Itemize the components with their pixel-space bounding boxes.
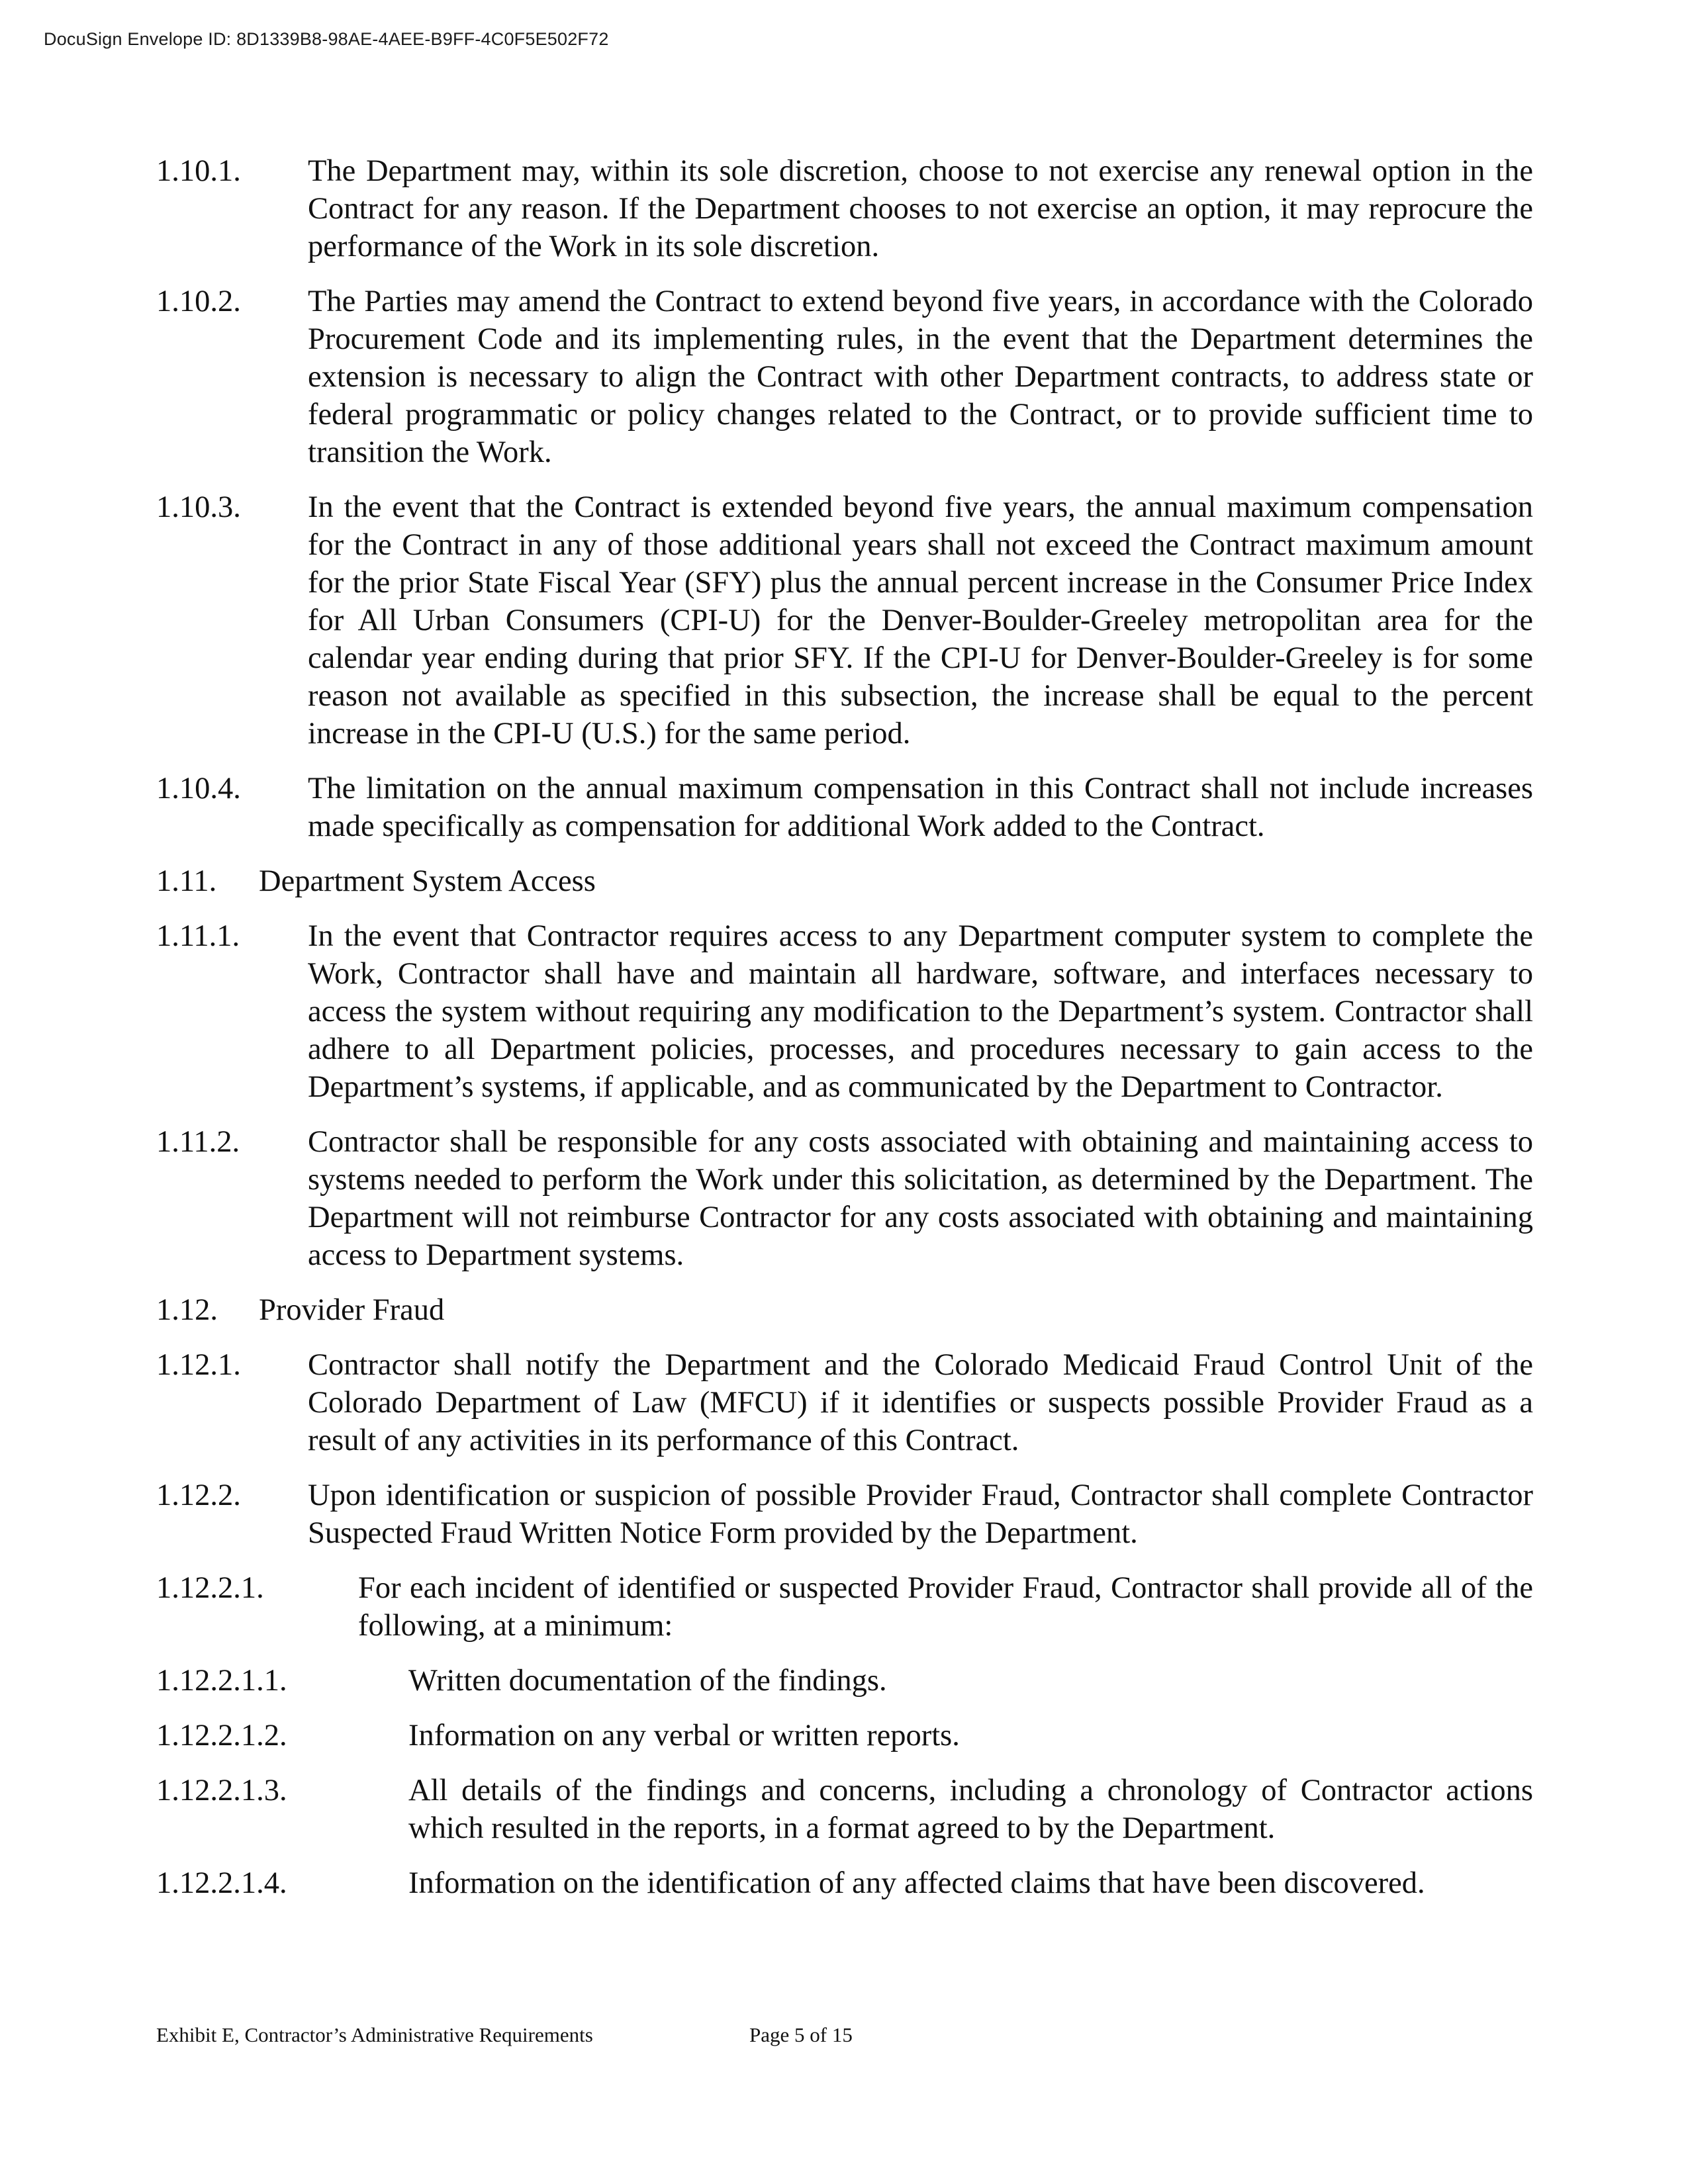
clause-1-11-2: [156, 1123, 1533, 1274]
clause-number: 1.10.2.: [156, 285, 241, 318]
clause-1-12-2-1-4: [156, 1864, 1533, 1902]
clause-text: Contractor shall notify the Department and the Colorado Medicaid Fraud Control Unit of the Colorado Department of Law (MFCU) if it identifies or suspects possible Provider Fraud as a result of any activities in its performance of this Contract.: [308, 1348, 1533, 1457]
clause-1-12-2: [156, 1477, 1533, 1552]
section-heading-1-11: [156, 862, 1533, 900]
clause-1-10-1: [156, 152, 1533, 265]
clause-text: The Department may, within its sole discretion, choose to not exercise any renewal option in the Contract for any reason. If the Department chooses to not exercise an option, it may reprocure the performance of the Work in its sole discretion.: [308, 154, 1533, 263]
clause-number: 1.12.2.1.: [156, 1571, 264, 1605]
section-number: 1.11.: [156, 864, 217, 898]
clause-number: 1.12.2.1.1.: [156, 1664, 287, 1698]
clause-text: Upon identification or suspicion of possible Provider Fraud, Contractor shall complete Contractor Suspected Fraud Written Notice Form provided by the Department.: [308, 1479, 1533, 1550]
document-body: [156, 152, 1533, 1919]
clause-text: Written documentation of the findings.: [408, 1664, 887, 1698]
clause-number: 1.11.2.: [156, 1125, 240, 1159]
clause-number: 1.12.2.: [156, 1479, 241, 1512]
clause-number: 1.12.2.1.4.: [156, 1866, 287, 1900]
clause-text: The limitation on the annual maximum compensation in this Contract shall not include increases made specifically as compensation for additional Work added to the Contract.: [308, 772, 1533, 843]
clause-text: Information on any verbal or written reports.: [408, 1719, 960, 1752]
clause-text: The Parties may amend the Contract to extend beyond five years, in accordance with the Colorado Procurement Code and its implementing rules, in the event that the Department determines the extension is necessary to align the Contract with other Department contracts, to address state or federal programmatic or policy changes related to the Contract, or to provide sufficient time to transition the Work.: [308, 285, 1533, 469]
clause-number: 1.12.2.1.2.: [156, 1719, 287, 1752]
section-title: Department System Access: [259, 864, 596, 898]
clause-number: 1.11.1.: [156, 919, 240, 953]
clause-1-12-2-1: [156, 1569, 1533, 1645]
clause-1-12-2-1-2: [156, 1717, 1533, 1754]
section-heading-1-12: [156, 1291, 1533, 1329]
clause-number: 1.10.3.: [156, 490, 241, 524]
docusign-envelope-id: DocuSign Envelope ID: 8D1339B8-98AE-4AEE-B9FF-4C0F5E502F72: [44, 29, 609, 49]
footer-page-number: Page 5 of 15: [749, 2023, 853, 2046]
clause-1-12-2-1-1: [156, 1662, 1533, 1700]
clause-text: All details of the findings and concerns, including a chronology of Contractor actions which resulted in the reports, in a format agreed to by the Department.: [408, 1774, 1533, 1845]
footer-document-title: Exhibit E, Contractor’s Administrative Requirements: [156, 2023, 593, 2046]
clause-number: 1.10.4.: [156, 772, 241, 805]
section-title: Provider Fraud: [259, 1293, 445, 1327]
clause-text: Information on the identification of any affected claims that have been discovered.: [408, 1866, 1425, 1900]
clause-1-10-4: [156, 770, 1533, 845]
clause-1-11-1: [156, 917, 1533, 1106]
clause-number: 1.12.2.1.3.: [156, 1774, 287, 1807]
clause-1-12-2-1-3: [156, 1772, 1533, 1847]
clause-number: 1.10.1.: [156, 154, 241, 188]
section-number: 1.12.: [156, 1293, 218, 1327]
clause-text: For each incident of identified or suspected Provider Fraud, Contractor shall provide all of the following, at a minimum:: [358, 1571, 1533, 1643]
clause-number: 1.12.1.: [156, 1348, 241, 1382]
clause-1-12-1: [156, 1346, 1533, 1459]
clause-text: Contractor shall be responsible for any costs associated with obtaining and maintaining access to systems needed to perform the Work under this solicitation, as determined by the Department. The Department will not reimburse Contractor for any costs associated with obtaining and maintaining access to Department systems.: [308, 1125, 1533, 1272]
clause-text: In the event that the Contract is extended beyond five years, the annual maximum compensation for the Contract in any of those additional years shall not exceed the Contract maximum amount for the prior State Fiscal Year (SFY) plus the annual percent increase in the Consumer Price Index for All Urban Consumers (CPI-U) for the Denver-Boulder-Greeley metropolitan area for the calendar year ending during that prior SFY. If the CPI-U for Denver-Boulder-Greeley is for some reason not available as specified in this subsection, the increase shall be equal to the percent increase in the CPI-U (U.S.) for the same period.: [308, 490, 1533, 751]
clause-1-10-2: [156, 283, 1533, 471]
clause-1-10-3: [156, 488, 1533, 752]
clause-text: In the event that Contractor requires access to any Department computer system to complete the Work, Contractor shall have and maintain all hardware, software, and interfaces necessary to access the system without requiring any modification to the Department’s system. Contractor shall adhere to all Department policies, processes, and procedures necessary to gain access to the Department’s systems, if applicable, and as communicated by the Department to Contractor.: [308, 919, 1533, 1104]
